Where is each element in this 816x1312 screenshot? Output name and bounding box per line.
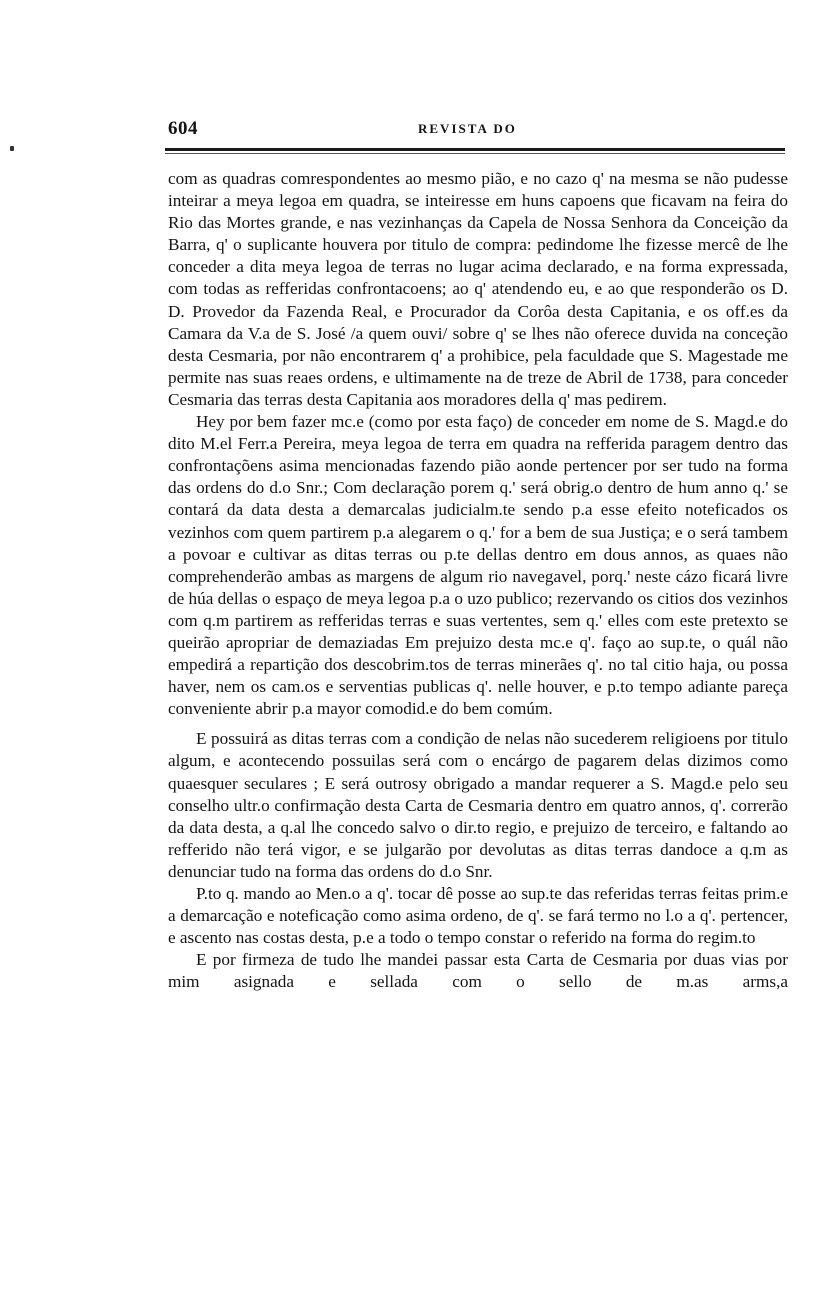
paragraph-2: Hey por bem fazer mc.e (como por esta faço) de conceder em nome de S. Magd.e do dito M.el Ferr.a Pereira, meya legoa de terra em quadra na refferida paragem dentro das confrontaçõens asima mencionadas fazendo pião aonde pertencer por ser tudo na forma das ordens do d.o Snr.; Com declaração porem q.' será obrig.o dentro de hum anno q.' se contará da data desta a demarcalas judicialm.te sendo p.a esse efeito noteficados os vezinhos com quem partirem p.a alegarem o q.' for a bem de sua Justiça; e o será tambem a povoar e cultivar as ditas terras ou p.te dellas dentro em dous annos, as quaes não comprehenderão ambas as margens de algum rio navegavel, porq.' neste cázo ficará livre de húa dellas o espaço de meya legoa p.a o uzo publico; rezervando os citios dos vezinhos com q.m partirem as refferidas terras e suas vertentes, sem q.' elles com este pretexto se queirão apropriar de demaziadas Em prejuizo desta mc.e q'. faço ao sup.te, o quál não empedirá a repartição dos descobrim.tos de terras minerães q'. no tal citio haja, ou possa haver, nem os cam.os e serventias publicas q'. nelle houver, e p.to tempo adiante pareça conveniente abrir p.a mayor comodid.e do bem comúm.: [168, 412, 788, 719]
header-rule: [165, 148, 785, 151]
page-number: 604: [168, 118, 198, 139]
page-header: [168, 118, 782, 142]
paragraph-1: com as quadras comrespondentes ao mesmo pião, e no cazo q' na mesma se não pudesse inteirar a meya legoa em quadra, se inteiresse em huns capoens que ficavam na feira do Rio das Mortes grande, e nas vezinhanças da Capela de Nossa Senhora da Conceição da Barra, q' o suplicante houvera por titulo de compra: pedindome lhe fizesse mercê de lhe conceder a dita meya legoa de terras no lugar acima declarado, e na forma expressada, com todas as refferidas confrontacoens; ao q' atendendo eu, e ao que responderão os D. D. Provedor da Fazenda Real, e Procurador da Corôa desta Capitania, e os off.es da Camara da V.a de S. José /a quem ouvi/ sobre q' se lhes não oferece duvida na conceção desta Cesmaria, por não encontrarem q' a prohibice, pela faculdade que S. Magestade me permite nas suas reaes ordens, e ultimamente na de treze de Abril de 1738, para conceder Cesmaria das terras desta Capitania aos moradores della q' mas pedirem.: [168, 169, 788, 409]
header-rule-thin: [165, 153, 785, 154]
paragraph-3: E possuirá as ditas terras com a condição de nelas não sucederem religioens por titulo algum, e acontecendo possuilas será com o encárgo de pagarem delas dizimos como quaesquer seculares ; E será outrosy obrigado a mandar requerer a S. Magd.e pelo seu conselho ultr.o confirmação desta Carta de Cesmaria dentro em quatro annos, q'. correrão da data desta, a q.al lhe concedo salvo o dir.to regio, e prejuizo de terceiro, e faltando ao refferido não terá vigor, e se julgarão por devolutas as ditas terras dandoce a q.m as denunciar tudo na forma das ordens do d.o Snr.: [168, 729, 788, 881]
body-text: [168, 168, 788, 993]
running-head: REVISTA DO: [418, 121, 517, 136]
paragraph-5: E por firmeza de tudo lhe mandei passar esta Carta de Cesmaria por duas vias por mim asignada e sellada com o sello de m.as arms,a: [168, 950, 788, 992]
paragraph-4: P.to q. mando ao Men.o a q'. tocar dê posse ao sup.te das referidas terras feitas prim.e a demarcação e noteficação como asima ordeno, de q'. se fará termo no l.o a q'. pertencer, e ascento nas costas desta, p.e a todo o tempo constar o referido na forma do regim.to: [168, 884, 788, 948]
margin-mark: [10, 146, 14, 151]
